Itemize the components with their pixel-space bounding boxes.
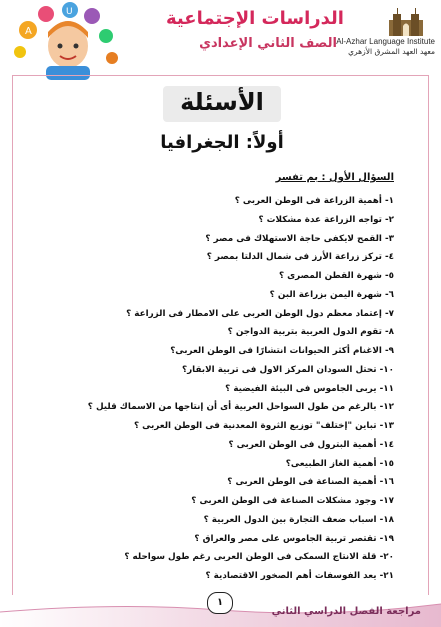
question-item: ٤- تركز زراعة الأرز فى شمال الدلتا بمصر ؟ — [206, 252, 394, 263]
question-item: ١٢- بالرغم من طول السواحل العربية أى أن إنتاجها من الاسماك قليل ؟ — [87, 402, 394, 413]
question-item: ١١- يربى الجاموس فى البيئة الفيضية ؟ — [225, 383, 394, 394]
question-item: ٥- شهرة القطن المصرى ؟ — [278, 271, 394, 281]
question-group-heading: السؤال الأول : بم تفسر — [275, 172, 394, 183]
question-item: ١٠- تحتل السودان المركز الاول فى تربية الابقار؟ — [181, 364, 394, 375]
frame-top-border — [12, 75, 429, 76]
footer-text: مراجعة الفصل الدراسي الثاني — [271, 606, 421, 617]
child-illustration-icon — [8, 2, 120, 80]
question-item: ١٧- وجود مشكلات الصناعة فى الوطن العربى ؟ — [191, 496, 394, 506]
question-item: ٢١- يعد الفوسفات أهم الصخور الاقتصادية ؟ — [205, 571, 394, 581]
question-item: ٩- الاغنام أكثر الحيوانات انتشارًا فى الوطن العربى؟ — [170, 346, 394, 356]
question-item: ١٣- تباين "إختلف" توزيع الثروة المعدنية فى الوطن العربى ؟ — [133, 421, 394, 431]
question-item: ٢- تواجه الزراعة عدة مشكلات ؟ — [258, 214, 394, 225]
institute-name-english: Al-Azhar Language Institute — [336, 37, 435, 46]
svg-text:A: A — [25, 26, 32, 37]
questions-banner-title: الأسئلة — [180, 88, 264, 116]
frame-left-border — [12, 75, 13, 595]
question-item: ٢٠- قلة الانتاج السمكى فى الوطن العربى رغم طول سواحله ؟ — [124, 552, 394, 563]
question-item: ٧- إعتماد معظم دول الوطن العربى على الامطار فى الزراعة ؟ — [126, 308, 394, 319]
question-item: ٦- شهرة اليمن بزراعة البن ؟ — [269, 289, 394, 300]
question-list — [54, 192, 394, 586]
page-number: ١ — [207, 592, 233, 614]
grade-title: الصف الثاني الإعدادي — [199, 36, 337, 51]
question-item: ١٦- أهمية الصناعة فى الوطن العربى ؟ — [227, 477, 394, 488]
frame-right-border — [428, 75, 429, 595]
page-header — [0, 0, 441, 78]
subject-title: الدراسات الإجتماعية — [166, 8, 344, 29]
question-item: ١٨- اسباب ضعف التجارة بين الدول العربية ؟ — [203, 514, 394, 525]
question-item: ٣- القمح لايكفى حاجة الاستهلاك فى مصر ؟ — [205, 233, 394, 244]
question-item: ١٩- تقتصر تربية الجاموس على مصر والعراق ؟ — [194, 533, 394, 544]
question-item: ١- أهمية الزراعة فى الوطن العربى ؟ — [234, 196, 394, 206]
institute-logo-icon — [383, 8, 429, 38]
question-item: ١٥- أهمية الغاز الطبيعى؟ — [285, 458, 394, 469]
institute-name-arabic: معهد العهد المشرق الأزهري — [348, 47, 435, 56]
section-title: أولاً: الجغرافيا — [160, 132, 284, 153]
question-item: ١٤- أهمية البترول فى الوطن العربى ؟ — [228, 439, 394, 450]
question-item: ٨- تقوم الدول العربية بتربية الدواجن ؟ — [227, 327, 394, 338]
svg-text:U: U — [66, 7, 73, 17]
